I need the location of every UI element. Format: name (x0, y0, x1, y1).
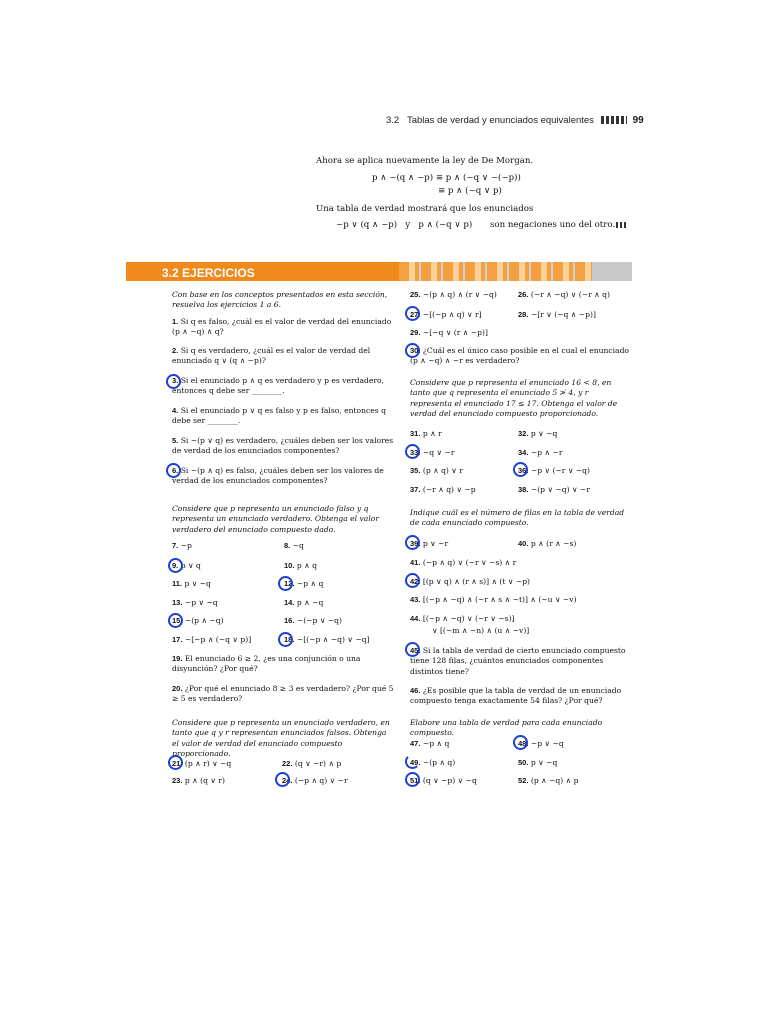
exercise-6: 6. Si ~(p ∧ q) es falso, ¿cuáles deben ser los valores de verdad de los enunciados componentes? (172, 466, 384, 486)
circle-mark-6 (166, 463, 181, 478)
exercise-43: 43. [(~p ∧ ~q) ∧ (~r ∧ s ∧ ~t)] ∧ (~u ∨ ~v) (410, 595, 577, 604)
exercise-18: 18. ~[(~p ∧ ~q) ∨ ~q] (284, 635, 370, 644)
exercise-52: 52. (p ∧ ~q) ∧ p (518, 776, 579, 785)
exercise-35: 35. (p ∧ q) ∨ r (410, 466, 463, 475)
exercise-22: 22. (q ∨ ~r) ∧ p (282, 759, 342, 768)
exercise-10: 10. p ∧ q (284, 561, 317, 570)
circle-mark-12 (278, 576, 293, 591)
exercise-49: 49. ~(p ∧ q) (410, 758, 456, 767)
exercise-7: 7. ~p (172, 541, 192, 550)
exercise-39: 39. p ∨ ~r (410, 539, 449, 548)
exercise-5: 5. Si ~(p ∨ q) es verdadero, ¿cuáles deben ser los valores de verdad de los enunciados componentes? (172, 436, 394, 456)
instructions-1: Con base en los conceptos presentados en esta sección, resuelva los ejercicios 1 a 6. (172, 290, 388, 310)
header-bars-decoration (601, 116, 627, 124)
left-column (172, 290, 394, 800)
exercise-50: 50. p ∨ ~q (518, 758, 558, 767)
banner-title: 3.2 EJERCICIOS (162, 266, 255, 280)
intro-line-3a: ~p ∨ (q ∧ ~p) y p ∧ (~q ∨ p) (336, 220, 473, 230)
exercise-29: 29. ~[~q ∨ (r ∧ ~p)] (410, 328, 488, 337)
instructions-6: Elabore una tabla de verdad para cada enunciado compuesto. (410, 718, 603, 738)
exercise-20: 20. ¿Por qué el enunciado 8 ≥ 3 es verdadero? ¿Por qué 5 ≥ 5 es verdadero? (172, 684, 394, 704)
instructions-3: Considere que p representa un enunciado verdadero, en tanto que q y r representan enunciados falsos. Obtenga el valor de verdad del enunciado compuesto proporcionado. (172, 718, 390, 759)
exercise-41: 41. (~p ∧ q) ∨ (~r ∨ ~s) ∧ r (410, 558, 517, 567)
exercise-11: 11. p ∨ ~q (172, 579, 211, 588)
exercise-28: 28. ~[r ∨ (~q ∧ ~p)] (518, 310, 596, 319)
circle-mark-51 (405, 772, 420, 787)
exercise-2: 2. Si q es verdadero, ¿cuál es el valor de verdad del enunciado q ∨ (q ∧ ~p)? (172, 346, 371, 366)
exercise-26: 26. (~r ∧ ~q) ∨ (~r ∧ q) (518, 290, 610, 299)
banner-stripes (399, 262, 592, 281)
exercise-37: 37. (~r ∧ q) ∨ ~p (410, 485, 476, 494)
exercise-17: 17. ~[~p ∧ (~q ∨ p)] (172, 635, 252, 644)
exercise-13: 13. ~p ∨ ~q (172, 598, 218, 607)
exercise-40: 40. p ∧ (r ∧ ~s) (518, 539, 577, 548)
exercise-23: 23. p ∧ (q ∨ r) (172, 776, 225, 785)
intro-eq-1: p ∧ ~(q ∧ ~p) ≡ p ∧ (~q ∨ ~(~p)) (372, 173, 521, 183)
exercise-30: 30. ¿Cuál es el único caso posible en el cual el enunciado (p ∧ ~q) ∧ ~r es verdadero? (410, 346, 630, 366)
exercise-47: 47. ~p ∧ q (410, 739, 450, 748)
exercise-34: 34. ~p ∧ ~r (518, 448, 563, 457)
exercise-44-continued: ∨ [(~m ∧ ~n) ∧ (u ∧ ~v)] (432, 626, 530, 635)
exercise-19: 19. El enunciado 6 ≥ 2, ¿es una conjunción o una disyunción? ¿Por qué? (172, 654, 361, 674)
exercise-36: 36. ~p ∨ (~r ∨ ~q) (518, 466, 590, 475)
header-title: Tablas de verdad y enunciados equivalentes (406, 115, 594, 126)
page-number: 99 (632, 115, 644, 126)
exercise-8: 8. ~q (284, 541, 304, 550)
circle-mark-36 (513, 462, 528, 477)
intro-line-1: Ahora se aplica nuevamente la ley de De Morgan. (316, 156, 534, 166)
instructions-4: Considere que p representa el enunciado 16 < 8, en tanto que q representa el enunciado 5 ≯ 4, y r representa el enunciado 17 ≤ 17. Obtenga el valor de verdad del enunciado compuesto proporcionado. (410, 378, 618, 419)
exercise-38: 38. ~(p ∨ ~q) ∨ ~r (518, 485, 590, 494)
exercise-31: 31. p ∧ r (410, 429, 442, 438)
circle-mark-45 (405, 642, 420, 657)
intro-line-2: Una tabla de verdad mostrará que los enunciados (316, 204, 534, 214)
intro-line-3b: son negaciones uno del otro. (490, 220, 616, 230)
exercise-1: 1. Si q es falso, ¿cuál es el valor de verdad del enunciado (p ∧ ~q) ∧ q? (172, 317, 392, 337)
exercise-32: 32. p ∨ ~q (518, 429, 558, 438)
circle-mark-9 (168, 558, 183, 573)
running-header (386, 115, 644, 126)
exercise-45: 45. Si la tabla de verdad de cierto enunciado compuesto tiene 128 filas, ¿cuántos enunciados componentes distintos tiene? (410, 646, 626, 676)
exercise-46: 46. ¿Es posible que la tabla de verdad de un enunciado compuesto tenga exactamente 54 filas? ¿Por qué? (410, 686, 622, 706)
exercises-banner (126, 262, 632, 281)
header-section: 3.2 (386, 115, 400, 126)
exercise-3: 3. Si el enunciado p ∧ q es verdadero y p es verdadero, entonces q debe ser ________. (172, 376, 384, 396)
circle-mark-21 (168, 755, 183, 770)
circle-mark-3 (166, 374, 181, 389)
exercise-48: 48. ~p ∨ ~q (518, 739, 564, 748)
instructions-5: Indique cuál es el número de filas en la tabla de verdad de cada enunciado compuesto. (410, 508, 625, 528)
exercise-44: 44. [(~p ∧ ~q) ∨ (~r ∨ ~s)] (410, 614, 515, 623)
circle-mark-39 (405, 535, 420, 550)
circle-mark-18 (278, 632, 293, 647)
exercise-15: 15. ~(p ∧ ~q) (172, 616, 224, 625)
exercise-25: 25. ~(p ∧ q) ∧ (r ∨ ~q) (410, 290, 497, 299)
exercise-12: 12. ~p ∧ q (284, 579, 324, 588)
circle-mark-24 (275, 772, 290, 787)
banner-gray-end (592, 262, 632, 281)
circle-mark-15 (168, 613, 183, 628)
exercise-51: 51. (q ∨ ~p) ∨ ~q (410, 776, 477, 785)
exercise-16: 16. ~(~p ∨ ~q) (284, 616, 342, 625)
exercise-14: 14. p ∧ ~q (284, 598, 324, 607)
circle-mark-33 (405, 444, 420, 459)
exercise-9: 9. p ∨ q (172, 561, 201, 570)
intro-eq-2: ≡ p ∧ (~q ∨ p) (438, 186, 502, 196)
circle-mark-30 (405, 343, 420, 358)
circle-mark-48 (513, 735, 528, 750)
exercise-42: 42. [(p ∨ q) ∧ (r ∧ s)] ∧ (t ∨ ~p) (410, 577, 531, 586)
instructions-2: Considere que p representa un enunciado falso y q representa un enunciado verdadero. Obtenga el valor verdadero del enunciado compuesto dado. (172, 504, 379, 534)
end-of-example-marker (616, 222, 628, 228)
exercise-24: 24. (~p ∧ q) ∨ ~r (282, 776, 348, 785)
exercise-4: 4. Si el enunciado p ∨ q es falso y p es falso, entonces q debe ser ________. (172, 406, 386, 426)
right-column (410, 290, 632, 800)
exercise-33: 33. ~q ∨ ~r (410, 448, 455, 457)
circle-mark-27 (405, 306, 420, 321)
circle-mark-49 (405, 754, 420, 769)
exercise-21: 21. (p ∧ r) ∨ ~q (172, 759, 232, 768)
circle-mark-42 (405, 573, 420, 588)
exercise-27: 27. ~[(~p ∧ q) ∨ r] (410, 310, 482, 319)
